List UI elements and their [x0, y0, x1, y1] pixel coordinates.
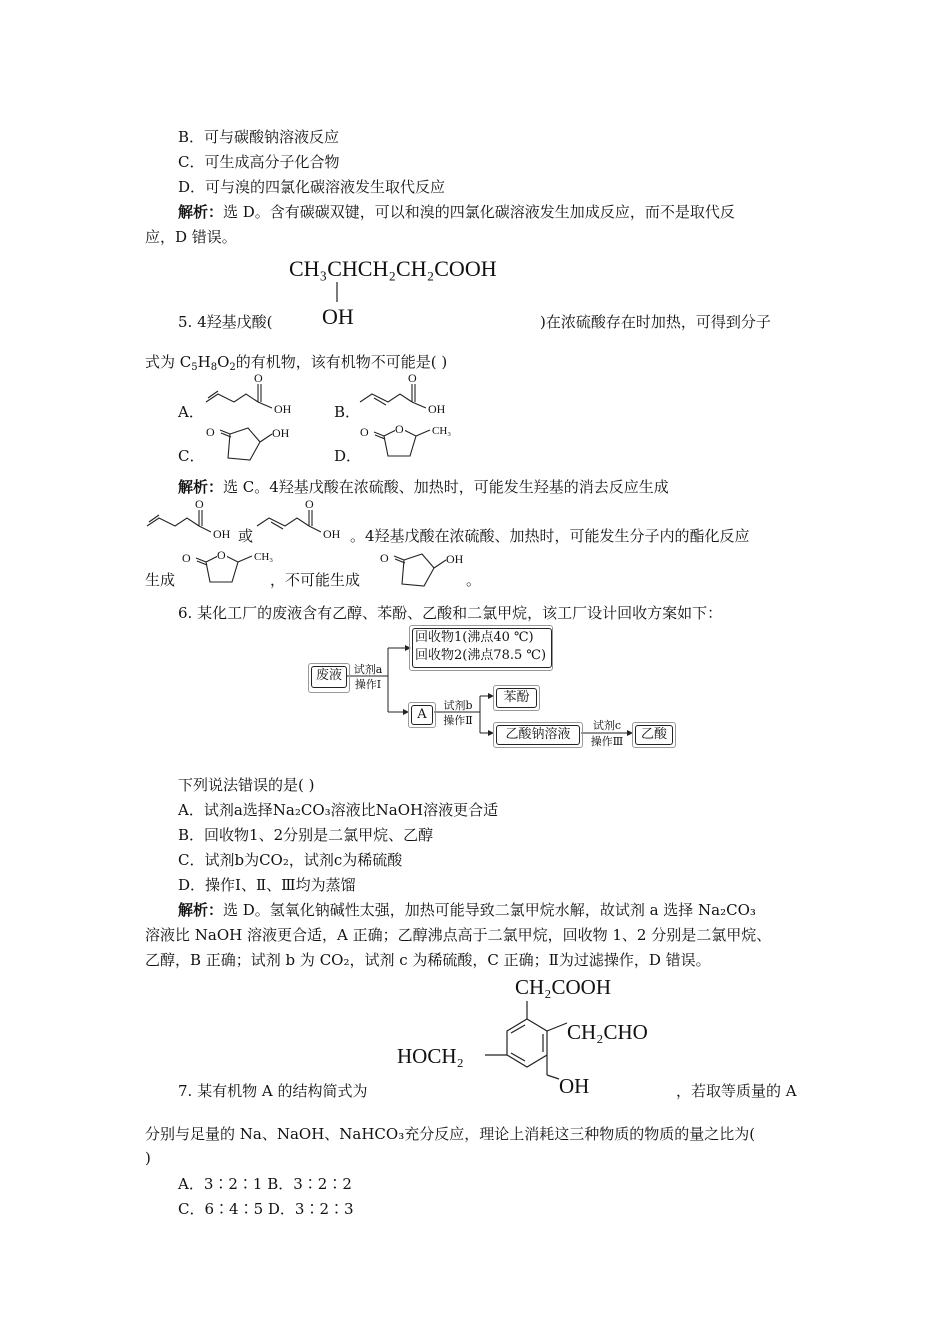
- q5-option-d-label: D．: [334, 447, 362, 465]
- flow-waste-box: 废液: [311, 666, 347, 688]
- q5-analysis-line-3-mid: ，不可能生成: [270, 571, 361, 589]
- q7-stem-line-3: ): [145, 1149, 151, 1167]
- analysis-label: 解析：: [178, 901, 224, 919]
- q5-formula-oh: OH: [322, 304, 354, 329]
- q6-analysis-line-3: 乙醇，B 正确；试剂 b 为 CO₂，试剂 c 为稀硫酸，C 正确；Ⅱ为过滤操作，D 错误。: [145, 951, 711, 969]
- q7-stem-line-2: 分别与足量的 Na、NaOH、NaHCO₃充分反应，理论上消耗这三种物质的物质的量之比为(: [145, 1125, 756, 1143]
- q6-option-c: C．试剂b为CO₂，试剂c为稀硫酸: [178, 851, 403, 869]
- flow-acetate-box: 乙酸钠溶液: [496, 725, 580, 745]
- svg-text:O: O: [395, 422, 404, 436]
- q7-structure-compound-a: [395, 975, 685, 1105]
- q5-stem-end: )在浓硫酸存在时加热，可得到分子: [540, 313, 771, 331]
- q5-option-c-label: C．: [178, 447, 205, 465]
- q5-option-b-label: B．: [334, 403, 361, 421]
- flow-recovered-box: [412, 628, 552, 668]
- q4-analysis-line-2: 应，D 错误。: [145, 228, 237, 246]
- flow-acetic-box: 乙酸: [635, 725, 673, 745]
- q5-stem-line-2: 式为 $C_5H_8O_2$的有机物，该有机物不可能是( ): [145, 353, 448, 373]
- q7-stem-end: ，若取等质量的 A: [676, 1082, 797, 1100]
- analysis-label: 解析：: [178, 203, 224, 221]
- q6-question: 下列说法错误的是( ): [178, 776, 315, 794]
- svg-text:O: O: [195, 497, 204, 511]
- flow-recovered-2: 回收物2(沸点78.5 ℃): [415, 648, 547, 663]
- q5-analysis-or: 或: [238, 527, 254, 545]
- svg-text:O: O: [408, 371, 417, 385]
- svg-text:OH: OH: [272, 426, 290, 440]
- flow-a-box: A: [411, 705, 433, 725]
- q7-sub-ch2cooh: CH₂COOH: [515, 975, 611, 999]
- q5-analysis-line-2: 。4羟基戊酸在浓硫酸、加热时，可能发生分子内的酯化反应: [350, 527, 750, 545]
- flow-operation-1: 操作Ⅰ: [354, 678, 382, 691]
- svg-text:OH: OH: [213, 527, 231, 541]
- svg-text:O: O: [380, 551, 389, 565]
- flow-phenol-box: 苯酚: [496, 688, 537, 708]
- analysis-text: 选 D。含有碳碳双键，可以和溴的四氯化碳溶液发生加成反应，而不是取代反: [223, 203, 735, 221]
- q7-sub-ch2cho: CH₂CHO: [567, 1020, 648, 1044]
- svg-text:O: O: [217, 548, 226, 562]
- q4-option-d: D．可与溴的四氯化碳溶液发生取代反应: [178, 178, 446, 196]
- q7-stem-start: 7. 某有机物 A 的结构简式为: [178, 1082, 368, 1100]
- q7-sub-oh: OH: [559, 1074, 590, 1098]
- q5-analysis-line-3-start: 生成: [145, 571, 176, 589]
- svg-text:O: O: [206, 425, 215, 439]
- q5-stem-start: 5. 4羟基戊酸(: [178, 313, 273, 331]
- analysis-text: 选 D。氢氧化钠碱性太强，加热可能导致二氯甲烷水解，故试剂 a 选择 Na₂CO₃: [223, 901, 756, 919]
- q6-analysis-line-2: 溶液比 NaOH 溶液更合适，A 正确；乙醇沸点高于二氯甲烷，回收物 1、2 分别是二氯甲烷、: [145, 926, 772, 944]
- svg-text:OH: OH: [323, 527, 341, 541]
- svg-text:O: O: [305, 497, 314, 511]
- flow-operation-3: 操作Ⅲ: [590, 735, 624, 748]
- q7-options-c-d: C．6∶4∶5 D．3∶2∶3: [178, 1200, 354, 1218]
- analysis-label: 解析：: [178, 478, 224, 496]
- svg-text:O: O: [360, 425, 369, 439]
- svg-text:OH: OH: [446, 552, 464, 566]
- svg-text:CH₃: CH₃: [254, 551, 274, 563]
- flow-reagent-a: 试剂a: [353, 663, 383, 676]
- q5-analysis-line-3-end: 。: [466, 571, 482, 589]
- svg-text:CH₃: CH₃: [432, 425, 452, 437]
- svg-text:O: O: [182, 551, 191, 565]
- q5-option-a-label: A．: [178, 403, 204, 421]
- flow-operation-2: 操作Ⅱ: [443, 714, 473, 727]
- q6-option-b: B．回收物1、2分别是二氯甲烷、乙醇: [178, 826, 434, 844]
- q4-option-c: C．可生成高分子化合物: [178, 153, 340, 171]
- flow-recovered-1: 回收物1(沸点40 ℃): [415, 630, 534, 645]
- analysis-text: 选 C。4羟基戊酸在浓硫酸、加热时，可能发生羟基的消去反应生成: [223, 478, 669, 496]
- q4-option-b: B．可与碳酸钠溶液反应: [178, 128, 340, 146]
- q7-sub-hoch2: HOCH₂: [397, 1044, 464, 1068]
- flow-reagent-c: 试剂c: [592, 719, 622, 732]
- q6-option-a: A．试剂a选择Na₂CO₃溶液比NaOH溶液更合适: [178, 801, 499, 819]
- q5-formula-chain: CH₃CHCH₂CH₂COOH: [289, 256, 497, 281]
- svg-text:OH: OH: [428, 402, 446, 416]
- q7-options-a-b: A．3∶2∶1 B．3∶2∶2: [178, 1175, 352, 1193]
- svg-text:O: O: [254, 371, 263, 385]
- q6-option-d: D．操作Ⅰ、Ⅱ、Ⅲ均为蒸馏: [178, 876, 356, 894]
- svg-text:OH: OH: [274, 402, 292, 416]
- q6-analysis-line-1: [178, 900, 756, 920]
- q6-stem: 6. 某化工厂的废液含有乙醇、苯酚、乙酸和二氯甲烷，该工厂设计回收方案如下：: [178, 604, 723, 622]
- flow-reagent-b: 试剂b: [443, 699, 473, 712]
